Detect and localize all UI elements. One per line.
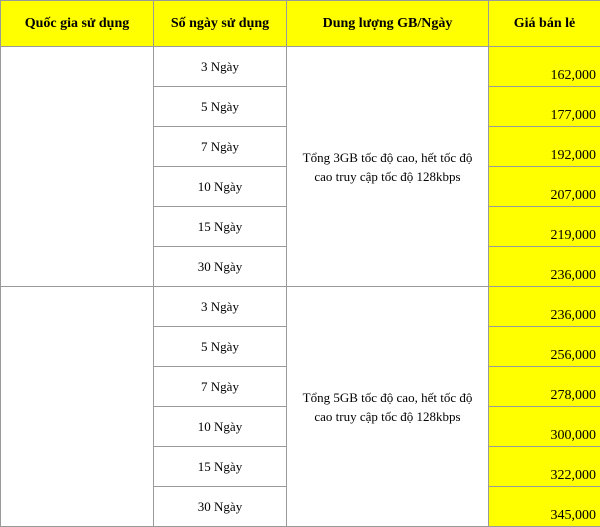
header-price: Giá bán lẻ (489, 1, 600, 47)
header-days: Số ngày sử dụng (154, 1, 287, 47)
days-cell: 30 Ngày (154, 247, 287, 287)
price-cell: 162,000 (489, 47, 600, 87)
days-cell: 5 Ngày (154, 327, 287, 367)
header-country: Quốc gia sử dụng (1, 1, 154, 47)
days-cell: 3 Ngày (154, 47, 287, 87)
data-description: Tổng 5GB tốc độ cao, hết tốc độ cao truy cập tốc độ 128kbps (287, 287, 489, 527)
price-cell: 345,000 (489, 487, 600, 527)
price-cell: 219,000 (489, 207, 600, 247)
price-cell: 278,000 (489, 367, 600, 407)
days-cell: 7 Ngày (154, 367, 287, 407)
table-row (1, 287, 600, 327)
price-cell: 236,000 (489, 247, 600, 287)
header-row (1, 1, 600, 47)
days-cell: 15 Ngày (154, 447, 287, 487)
table-row (1, 47, 600, 87)
country-cell (1, 287, 154, 527)
days-cell: 15 Ngày (154, 207, 287, 247)
price-cell: 236,000 (489, 287, 600, 327)
price-cell: 207,000 (489, 167, 600, 207)
days-cell: 30 Ngày (154, 487, 287, 527)
price-cell: 322,000 (489, 447, 600, 487)
header-data: Dung lượng GB/Ngày (287, 1, 489, 47)
price-cell: 177,000 (489, 87, 600, 127)
country-cell (1, 47, 154, 287)
days-cell: 3 Ngày (154, 287, 287, 327)
data-description: Tổng 3GB tốc độ cao, hết tốc độ cao truy cập tốc độ 128kbps (287, 47, 489, 287)
days-cell: 5 Ngày (154, 87, 287, 127)
price-cell: 300,000 (489, 407, 600, 447)
days-cell: 10 Ngày (154, 407, 287, 447)
price-cell: 192,000 (489, 127, 600, 167)
price-cell: 256,000 (489, 327, 600, 367)
days-cell: 10 Ngày (154, 167, 287, 207)
days-cell: 7 Ngày (154, 127, 287, 167)
